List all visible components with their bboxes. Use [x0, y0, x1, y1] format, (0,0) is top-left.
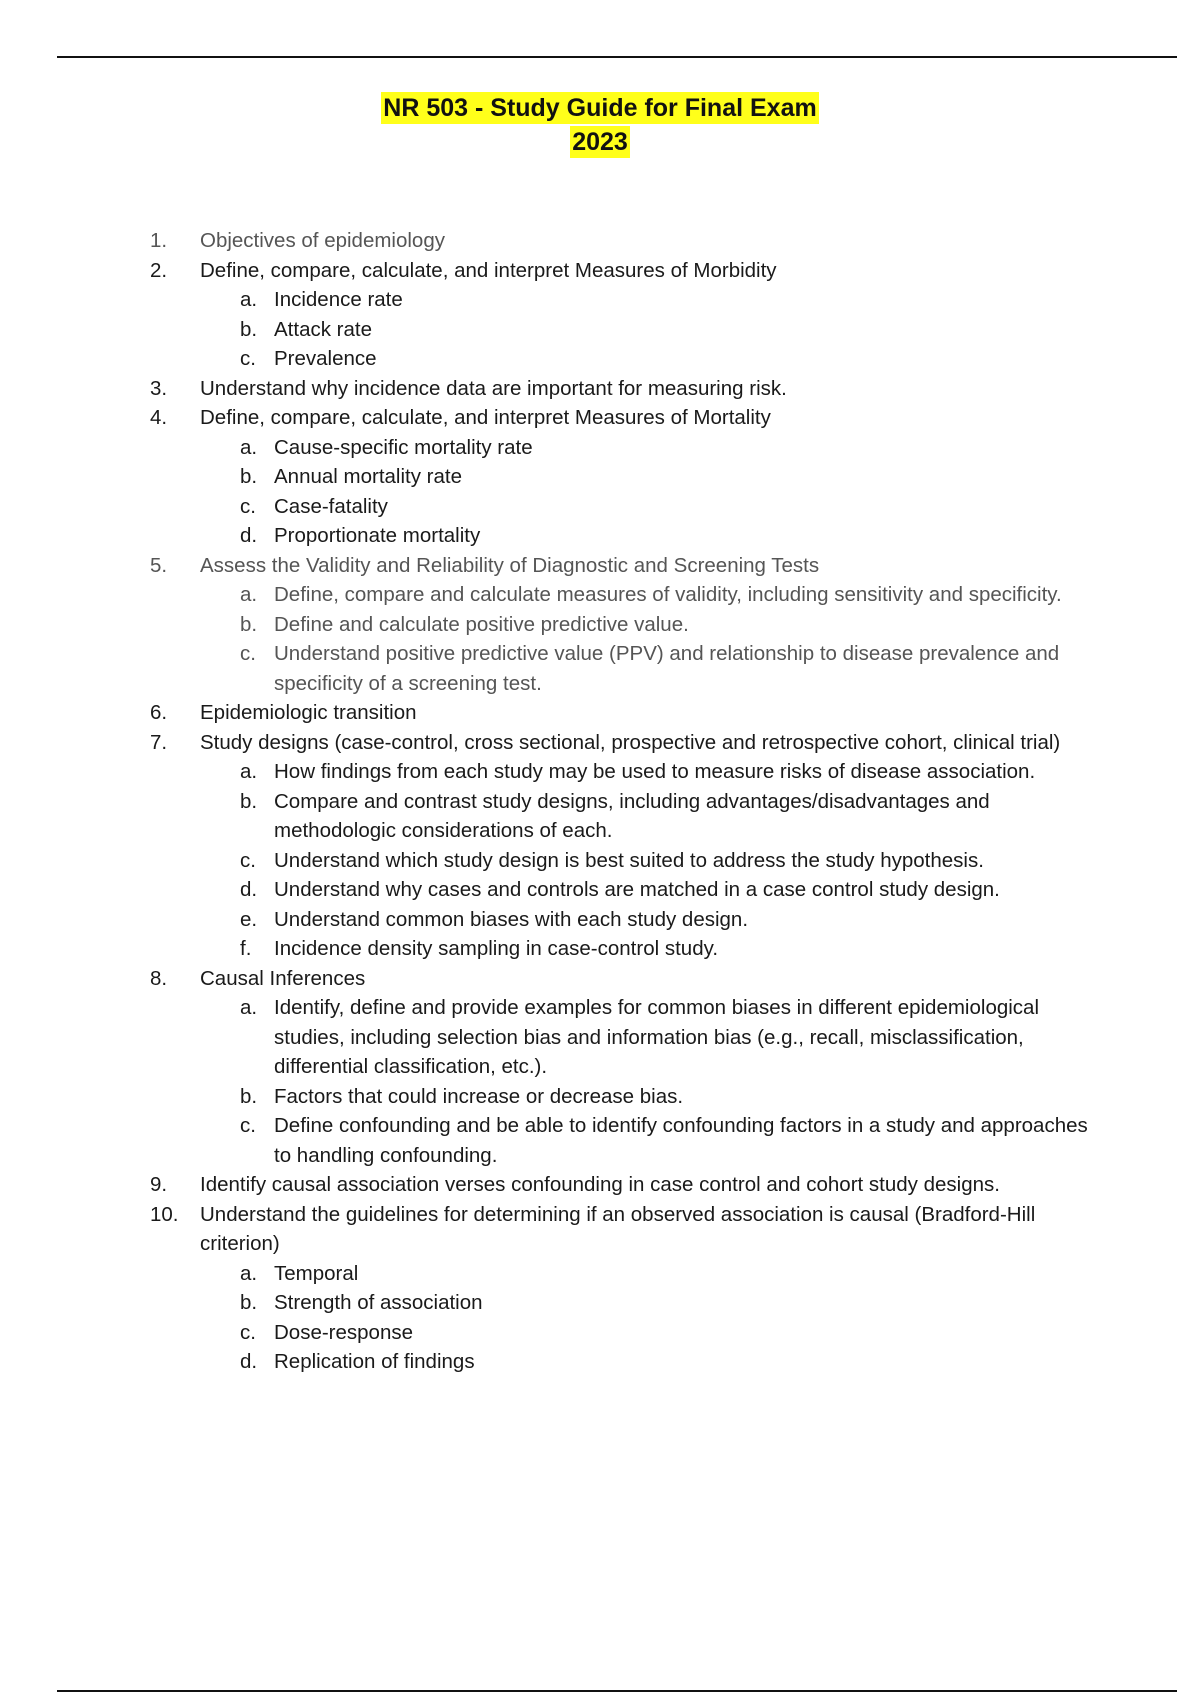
sub-item-letter: d. [240, 524, 258, 547]
sub-item [240, 315, 1100, 345]
sub-item [240, 787, 1100, 846]
sub-item [240, 285, 1100, 315]
sub-item-text: Dose-response [274, 1320, 414, 1344]
document-title [0, 92, 1200, 160]
sub-list [150, 285, 1100, 374]
sub-item-letter: c. [240, 347, 256, 370]
sub-item [240, 757, 1100, 787]
outline-item-row [150, 551, 1100, 581]
outline-item [150, 1170, 1100, 1200]
sub-item-text: Incidence density sampling in case-control study. [274, 937, 719, 960]
sub-item [240, 993, 1100, 1082]
top-rule [57, 56, 1177, 58]
sub-item-row [240, 787, 1100, 846]
item-text: Identify causal association verses confounding in case control and cohort study designs. [200, 1173, 1000, 1196]
item-text: Understand the guidelines for determining if an observed association is causal (Bradford-Hill criterion) [200, 1202, 1036, 1255]
sub-item [240, 1318, 1100, 1348]
sub-item-letter: d. [240, 878, 258, 901]
item-text: Objectives of epidemiology [200, 229, 445, 252]
outline-item-row [150, 1170, 1100, 1200]
item-text: Study designs (case-control, cross sectional, prospective and retrospective cohort, clinical trial) [200, 730, 1061, 754]
sub-item [240, 521, 1100, 551]
sub-item [240, 344, 1100, 374]
sub-item-text: Strength of association [274, 1291, 483, 1314]
sub-item-text: How findings from each study may be used to measure risks of disease association. [274, 760, 1036, 783]
sub-item-row [240, 610, 1100, 640]
outline-item [150, 256, 1100, 374]
item-number: 2. [150, 258, 168, 282]
sub-item-text: Incidence rate [274, 288, 403, 311]
outline-item [150, 551, 1100, 699]
outline-item [150, 964, 1100, 1171]
item-text: Understand why incidence data are important for measuring risk. [200, 376, 787, 400]
sub-item-text: Identify, define and provide examples for common biases in different epidemiological studies, including selection bias and information bias (e.g., recall, misclassification, differential classification, etc.). [274, 996, 1040, 1078]
sub-item [240, 1347, 1100, 1377]
bottom-rule [57, 1690, 1177, 1692]
sub-item-letter: c. [240, 1114, 256, 1137]
sub-item [240, 462, 1100, 492]
item-number: 9. [150, 1173, 168, 1196]
item-text: Assess the Validity and Reliability of Diagnostic and Screening Tests [200, 553, 820, 577]
sub-item-text: Cause-specific mortality rate [274, 435, 533, 459]
sub-item-text: Prevalence [274, 347, 377, 370]
sub-item [240, 1111, 1100, 1170]
sub-item-row [240, 492, 1100, 522]
sub-item-letter: c. [240, 642, 256, 665]
sub-item-row [240, 905, 1100, 935]
outline-item-row [150, 1200, 1100, 1259]
sub-item-letter: a. [240, 1261, 258, 1285]
sub-item-text: Define and calculate positive predictive value. [274, 612, 689, 636]
item-number: 5. [150, 553, 168, 577]
sub-item-text: Temporal [274, 1261, 359, 1285]
sub-item-row [240, 934, 1100, 964]
sub-item-row [240, 462, 1100, 492]
sub-item-row [240, 1318, 1100, 1348]
sub-item [240, 433, 1100, 463]
item-text: Epidemiologic transition [200, 701, 417, 724]
sub-item-letter: d. [240, 1350, 258, 1373]
sub-item-row [240, 875, 1100, 905]
sub-item-row [240, 1082, 1100, 1112]
sub-item [240, 846, 1100, 876]
sub-item-letter: b. [240, 789, 258, 813]
sub-list [150, 433, 1100, 551]
title-line-2: 2023 [572, 128, 628, 156]
sub-item-row [240, 1111, 1100, 1170]
sub-list [150, 580, 1100, 698]
sub-item-text: Define confounding and be able to identify confounding factors in a study and approaches to handling confounding. [274, 1114, 1088, 1167]
sub-item-text: Define, compare and calculate measures of validity, including sensitivity and specificity. [274, 583, 1062, 606]
outline-item-row [150, 728, 1100, 758]
sub-item-row [240, 521, 1100, 551]
sub-item [240, 492, 1100, 522]
sub-item-letter: a. [240, 435, 258, 459]
item-number: 4. [150, 406, 168, 429]
sub-item-letter: a. [240, 583, 258, 606]
outline-item [150, 403, 1100, 551]
sub-item-row [240, 580, 1100, 610]
sub-item-letter: b. [240, 1084, 258, 1108]
sub-item-letter: a. [240, 288, 258, 311]
sub-item-row [240, 757, 1100, 787]
sub-item-text: Attack rate [274, 317, 372, 341]
sub-item-row [240, 993, 1100, 1082]
sub-item-text: Replication of findings [274, 1350, 475, 1373]
sub-item-row [240, 846, 1100, 876]
item-number: 10. [150, 1202, 179, 1226]
sub-item [240, 1082, 1100, 1112]
sub-item-row [240, 433, 1100, 463]
outline-item [150, 226, 1100, 256]
sub-item-row [240, 315, 1100, 345]
sub-item-letter: b. [240, 612, 258, 636]
outline-item-row [150, 374, 1100, 404]
title-line-1: NR 503 - Study Guide for Final Exam [383, 94, 817, 122]
sub-item-row [240, 344, 1100, 374]
sub-item [240, 905, 1100, 935]
sub-item [240, 875, 1100, 905]
outline-item-row [150, 226, 1100, 256]
item-text: Causal Inferences [200, 966, 366, 990]
item-text: Define, compare, calculate, and interpret Measures of Morbidity [200, 258, 777, 282]
sub-item-letter: b. [240, 1291, 258, 1314]
sub-item [240, 580, 1100, 610]
sub-item-row [240, 1347, 1100, 1377]
sub-item [240, 934, 1100, 964]
sub-item-text: Understand positive predictive value (PPV) and relationship to disease prevalence and specificity of a screening test. [274, 642, 1060, 695]
sub-item-text: Understand why cases and controls are matched in a case control study design. [274, 878, 1000, 901]
outline-item [150, 374, 1100, 404]
item-number: 8. [150, 966, 168, 990]
sub-item-letter: a. [240, 760, 258, 783]
sub-item-letter: b. [240, 465, 258, 488]
sub-item-text: Factors that could increase or decrease bias. [274, 1084, 684, 1108]
sub-list [150, 1259, 1100, 1377]
sub-list [150, 757, 1100, 964]
outline-item-row [150, 964, 1100, 994]
sub-item-letter: c. [240, 494, 256, 518]
sub-item [240, 610, 1100, 640]
sub-item [240, 639, 1100, 698]
outline-item [150, 728, 1100, 964]
outline-item-row [150, 403, 1100, 433]
sub-item-letter: e. [240, 907, 258, 931]
outline-item [150, 1200, 1100, 1377]
study-guide-outline [150, 226, 1100, 1377]
outline-item-row [150, 256, 1100, 286]
sub-item-text: Proportionate mortality [274, 524, 481, 547]
sub-item-text: Understand common biases with each study design. [274, 907, 749, 931]
item-number: 1. [150, 229, 168, 252]
sub-item [240, 1259, 1100, 1289]
outline-item-row [150, 698, 1100, 728]
sub-item-letter: b. [240, 317, 258, 341]
sub-item [240, 1288, 1100, 1318]
sub-item-letter: c. [240, 1320, 256, 1344]
outline-item [150, 698, 1100, 728]
sub-item-text: Annual mortality rate [274, 465, 463, 488]
sub-item-letter: f. [240, 937, 252, 960]
item-number: 3. [150, 376, 168, 400]
sub-item-text: Case-fatality [274, 494, 388, 518]
sub-item-letter: c. [240, 848, 256, 872]
item-text: Define, compare, calculate, and interpret Measures of Mortality [200, 406, 771, 429]
item-number: 6. [150, 701, 168, 724]
sub-item-row [240, 1259, 1100, 1289]
sub-list [150, 993, 1100, 1170]
sub-item-row [240, 1288, 1100, 1318]
sub-item-letter: a. [240, 996, 258, 1019]
item-number: 7. [150, 730, 168, 754]
sub-item-text: Compare and contrast study designs, including advantages/disadvantages and methodologic considerations of each. [274, 789, 990, 842]
sub-item-row [240, 639, 1100, 698]
sub-item-text: Understand which study design is best suited to address the study hypothesis. [274, 848, 984, 872]
sub-item-row [240, 285, 1100, 315]
